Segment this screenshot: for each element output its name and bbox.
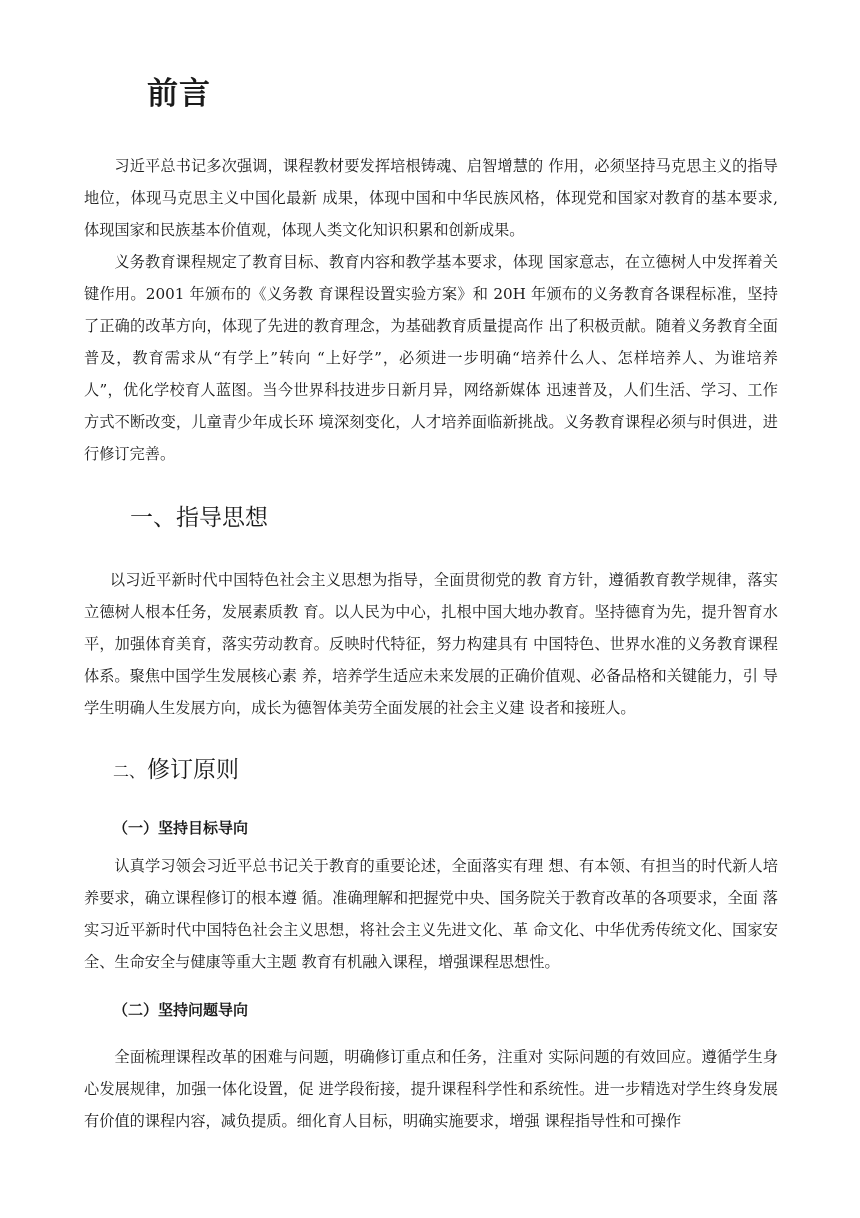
- section-heading-revision-principles: [113, 757, 239, 785]
- section-number: 二、: [113, 762, 146, 781]
- section-heading-text: 修订原则: [147, 757, 240, 783]
- problem-oriented-paragraph: 全面梳理课程改革的困难与问题，明确修订重点和任务，注重对 实际问题的有效回应。遵循学生身心发展规律，加强一体化设置，促 进学段衔接，提升课程科学性和系统性。进一步精选对学生终身发展 有价值的课程内容，减负提质。细化育人目标，明确实施要求，增强 课程指导性和可操作: [84, 1048, 778, 1130]
- preface-paragraph-2: 义务教育课程规定了教育目标、教育内容和教学基本要求，体现 国家意志，在立德树人中发挥着关键作用。2001 年颁布的《义务教 育课程设置实验方案》和 20H 年颁布的义务教育各课程标准，坚持 了正确的改革方向，体现了先进的教育理念，为基础教育质量提高作 出了积极贡献。随着义务教育全面普及，教育需求从“有学上”转向 “上好学”，必须进一步明确“培养什么人、怎样培养人、为谁培养 人”，优化学校育人蓝图。当今世界科技进步日新月异，网络新媒体 迅速普及，人们生活、学习、工作方式不断改变，儿童青少年成长环 境深刻变化，人才培养面临新挑战。义务教育课程必须与时俱进，进 行修订完善。: [84, 253, 778, 463]
- page-title: 前言: [147, 76, 211, 112]
- section-heading-guiding-ideology: 一、指导思想: [130, 505, 268, 531]
- guiding-ideology-paragraph: 以习近平新时代中国特色社会主义思想为指导，全面贯彻党的教 育方针，遵循教育教学规律，落实立德树人根本任务，发展素质教 育。以人民为中心，扎根中国大地办教育。坚持德育为先，提升智育水平，加强体育美育，落实劳动教育。反映时代特征，努力构建具有 中国特色、世界水准的义务教育课程体系。聚焦中国学生发展核心素 养，培养学生适应未来发展的正确价值观、必备品格和关键能力，引 导学生明确人生发展方向，成长为德智体美劳全面发展的社会主义建 设者和接班人。: [84, 571, 778, 717]
- sub-heading-problem-oriented: （二）坚持问题导向: [113, 1001, 249, 1019]
- preface-paragraph-1: 习近平总书记多次强调，课程教材要发挥培根铸魂、启智增慧的 作用，必须坚持马克思主义的指导地位，体现马克思主义中国化最新 成果，体现中国和中华民族风格，体现党和国家对教育的基本要求, 体现国家和民族基本价值观，体现人类文化知识积累和创新成果。: [84, 157, 778, 239]
- goal-oriented-paragraph: 认真学习领会习近平总书记关于教育的重要论述，全面落实有理 想、有本领、有担当的时代新人培养要求，确立课程修订的根本遵 循。准确理解和把握党中央、国务院关于教育改革的各项要求，全面 落实习近平新时代中国特色社会主义思想，将社会主义先进文化、革 命文化、中华优秀传统文化、国家安全、生命安全与健康等重大主题 教育有机融入课程，增强课程思想性。: [84, 857, 778, 971]
- sub-heading-goal-oriented: （一）坚持目标导向: [113, 819, 249, 837]
